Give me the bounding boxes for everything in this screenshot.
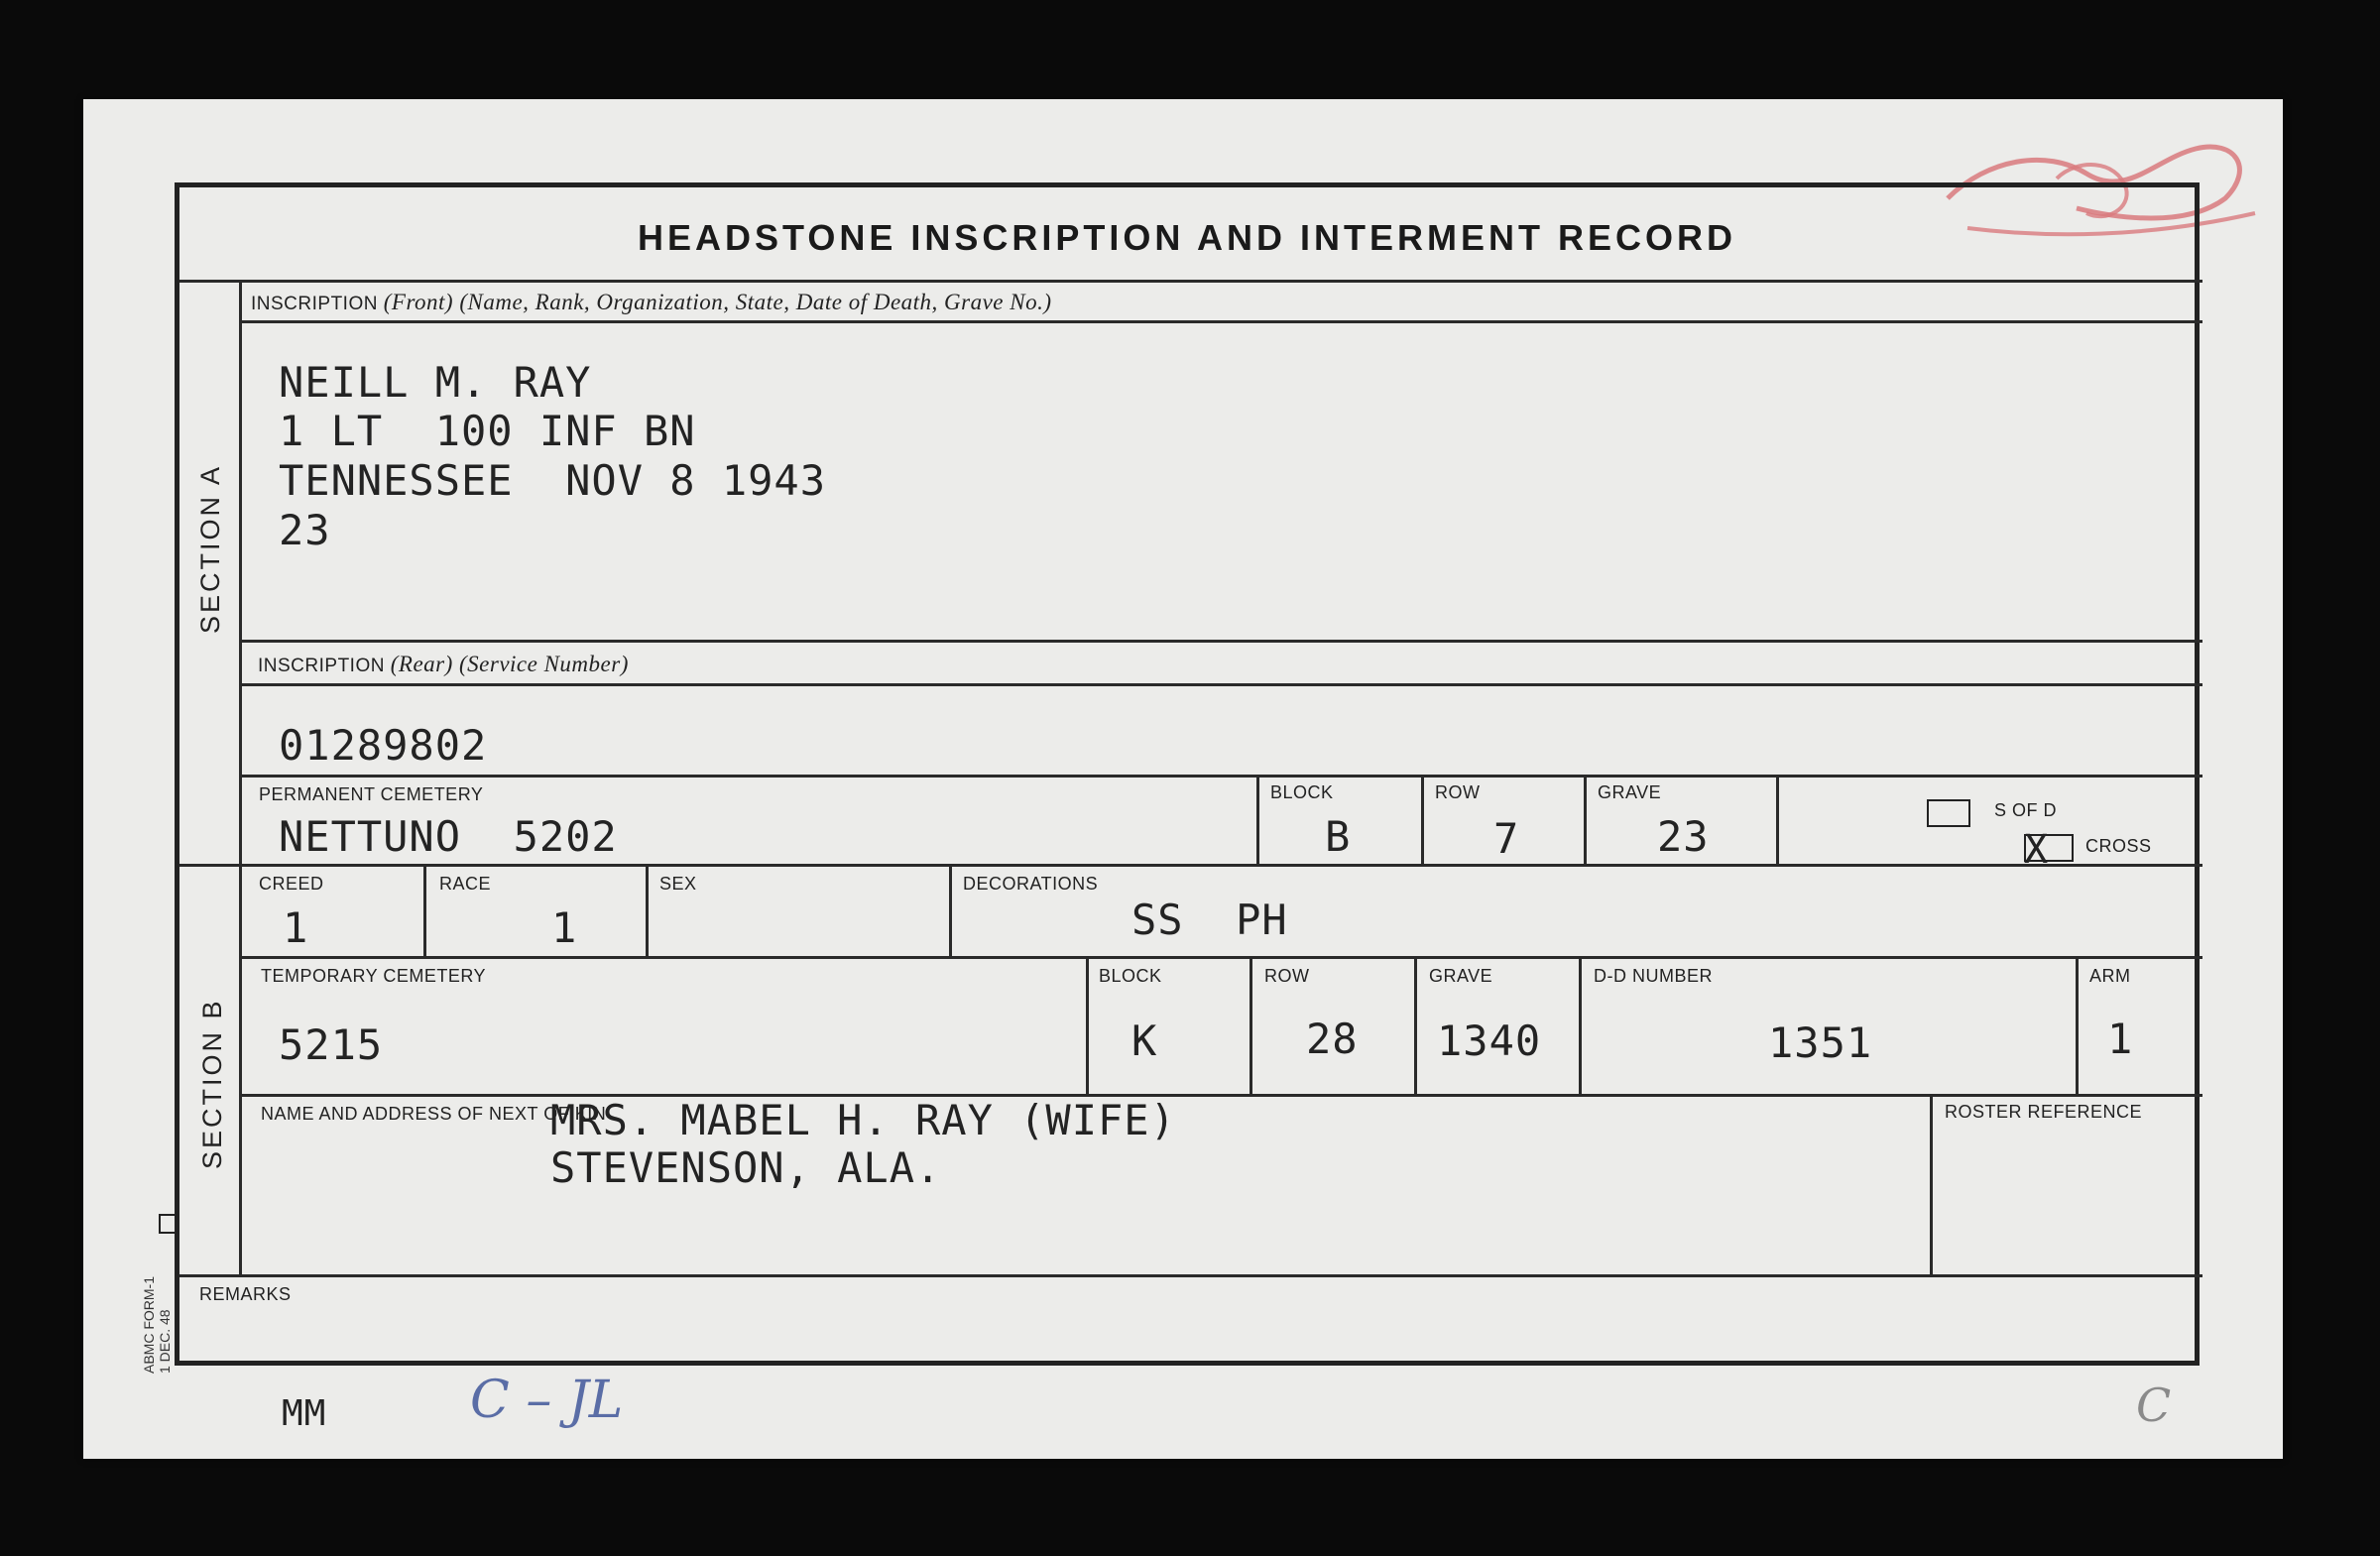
decorations-label: DECORATIONS <box>963 874 1099 894</box>
next-of-kin-line-1: MRS. MABEL H. RAY (WIFE) <box>550 1096 1176 1144</box>
decorations-value: SS PH <box>1131 896 1288 944</box>
permanent-grave-value: 23 <box>1657 812 1710 861</box>
col-divider <box>423 864 426 956</box>
record-card <box>83 99 2283 1459</box>
temporary-row-value: 28 <box>1306 1015 1359 1063</box>
col-divider <box>1584 775 1587 864</box>
rule <box>179 864 2202 867</box>
inscription-line-1: NEILL M. RAY <box>279 358 592 407</box>
rule <box>239 775 2202 778</box>
col-divider <box>1256 775 1259 864</box>
form-checkbox[interactable] <box>159 1214 178 1234</box>
temporary-cemetery-value: 5215 <box>279 1020 384 1069</box>
temporary-block-value: K <box>1131 1017 1158 1065</box>
temporary-block-label: BLOCK <box>1099 966 1162 986</box>
temporary-row-label: ROW <box>1264 966 1310 986</box>
pencil-note: C – JL <box>470 1371 624 1430</box>
dd-number-value: 1351 <box>1768 1018 1873 1067</box>
cross-mark: X <box>2024 827 2050 873</box>
sex-label: SEX <box>659 874 697 894</box>
form-frame <box>175 182 2200 1366</box>
col-divider <box>1421 775 1424 864</box>
permanent-cemetery-label: PERMANENT CEMETERY <box>259 784 484 804</box>
rule <box>239 683 2202 686</box>
arm-value: 1 <box>2107 1015 2134 1063</box>
right-pencil-note: C <box>2136 1378 2172 1432</box>
inscription-line-3: TENNESSEE NOV 8 1943 <box>279 456 827 505</box>
next-of-kin-label: NAME AND ADDRESS OF NEXT OF KIN <box>261 1104 607 1124</box>
form-number: ABMC FORM-1 <box>141 1276 157 1374</box>
rule <box>239 640 2202 643</box>
permanent-block-label: BLOCK <box>1270 782 1334 802</box>
col-divider <box>646 864 649 956</box>
col-divider <box>1250 956 1252 1094</box>
form-date: 1 DEC. 48 <box>157 1309 173 1374</box>
temporary-cemetery-label: TEMPORARY CEMETERY <box>261 966 487 986</box>
temporary-grave-value: 1340 <box>1437 1017 1542 1065</box>
rule <box>239 1094 2202 1097</box>
temporary-grave-label: GRAVE <box>1429 966 1493 986</box>
creed-value: 1 <box>283 903 309 952</box>
stamp-initials: MM <box>282 1393 327 1434</box>
rule <box>239 320 2202 323</box>
col-divider <box>1414 956 1417 1094</box>
col-divider <box>1086 956 1089 1094</box>
sofd-checkbox[interactable] <box>1927 799 1970 827</box>
form-title: HEADSTONE INSCRIPTION AND INTERMENT RECORD <box>637 217 1737 258</box>
col-divider <box>1930 1094 1933 1274</box>
permanent-grave-label: GRAVE <box>1598 782 1662 802</box>
section-divider <box>239 280 242 1274</box>
sofd-label: S OF D <box>1994 800 2058 820</box>
inscription-line-4: 23 <box>279 506 331 554</box>
cross-label: CROSS <box>2085 836 2152 856</box>
next-of-kin-line-2: STEVENSON, ALA. <box>550 1143 942 1192</box>
race-value: 1 <box>551 903 578 952</box>
col-divider <box>1776 775 1779 864</box>
permanent-row-value: 7 <box>1493 814 1520 863</box>
section-b-label: SECTION B <box>197 998 227 1169</box>
col-divider <box>949 864 952 956</box>
dd-number-label: D-D NUMBER <box>1594 966 1713 986</box>
col-divider <box>1579 956 1582 1094</box>
service-number: 01289802 <box>279 721 488 770</box>
creed-label: CREED <box>259 874 324 894</box>
roster-reference-label: ROSTER REFERENCE <box>1945 1102 2143 1122</box>
section-a-label: SECTION A <box>195 463 225 634</box>
rule <box>179 1274 2202 1277</box>
permanent-row-label: ROW <box>1435 782 1481 802</box>
race-label: RACE <box>439 874 492 894</box>
arm-label: ARM <box>2089 966 2131 986</box>
rule <box>179 280 2202 283</box>
inscription-front-label: INSCRIPTION (Front) (Name, Rank, Organization, State, Date of Death, Grave No.) <box>251 290 1052 314</box>
permanent-block-value: B <box>1325 812 1352 861</box>
permanent-cemetery-value: NETTUNO 5202 <box>279 812 618 861</box>
col-divider <box>2076 956 2079 1094</box>
remarks-label: REMARKS <box>199 1284 292 1304</box>
rule <box>239 956 2202 959</box>
inscription-rear-label: INSCRIPTION (Rear) (Service Number) <box>258 652 629 676</box>
inscription-line-2: 1 LT 100 INF BN <box>279 407 696 455</box>
